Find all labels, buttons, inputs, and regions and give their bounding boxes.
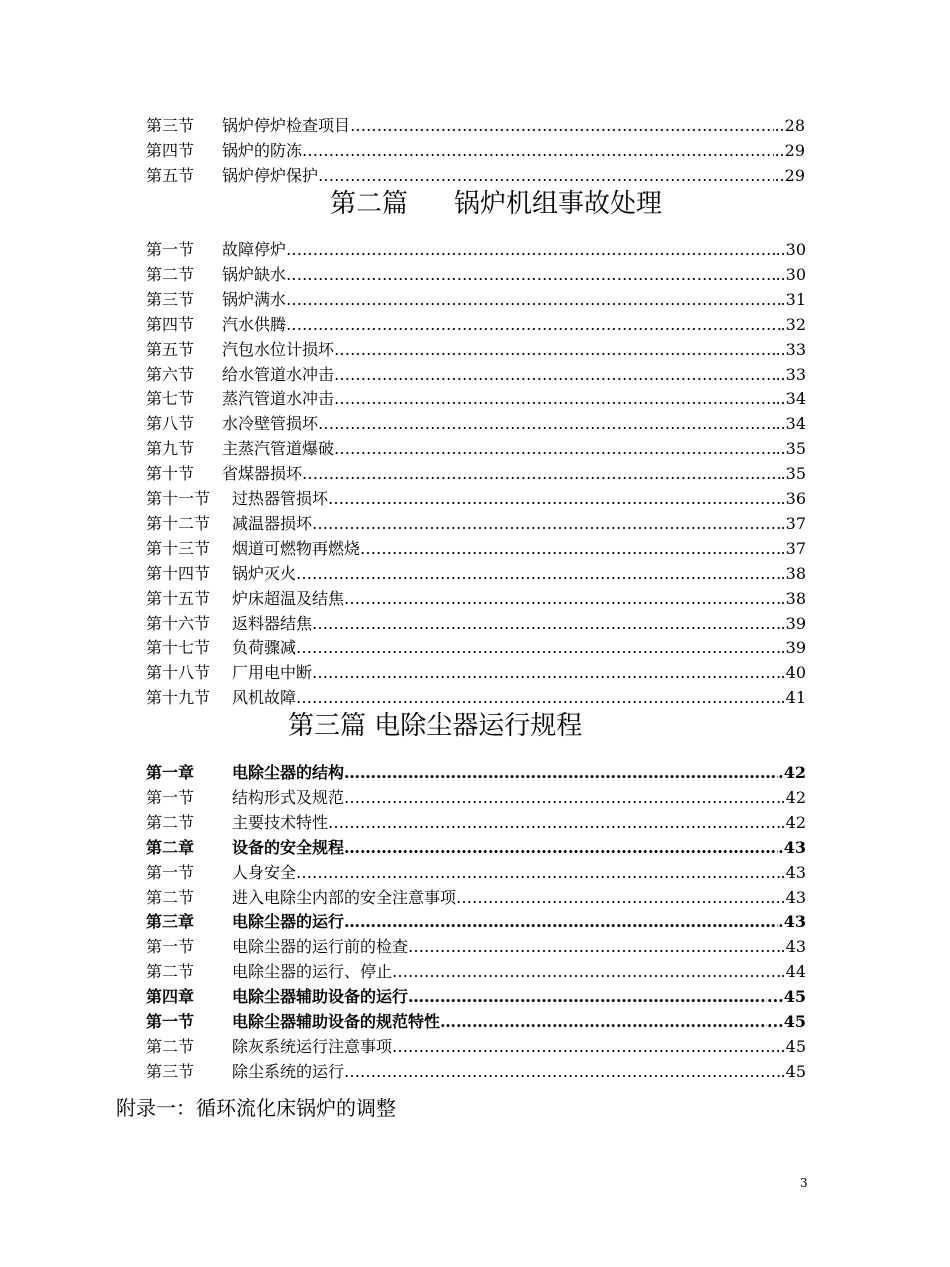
toc-entry-label: 第三节: [146, 1061, 195, 1081]
toc-entry-leader: [302, 141, 774, 161]
toc-entry-leader: [296, 638, 781, 658]
toc-entry-page: .32: [780, 314, 806, 334]
toc-entry: [146, 290, 806, 310]
toc-entry-page: .44: [780, 962, 806, 982]
toc-entry-page: .38: [780, 588, 806, 608]
toc-entry-leader: [334, 340, 775, 360]
toc-entry-page: .39: [780, 613, 806, 633]
toc-entry-label: 第一节: [146, 1012, 195, 1031]
toc-entry-leader: [296, 564, 781, 584]
toc-entry-page: ..29: [774, 166, 805, 185]
toc-entry-title: 电除尘器的结构: [232, 763, 345, 782]
toc-entry-label: 第十八节: [146, 663, 211, 683]
toc-entry-label: 第七节: [146, 389, 195, 409]
toc-entry-leader: [296, 688, 781, 708]
part3-heading: 第三篇 电除尘器运行规程: [288, 711, 583, 741]
toc-entry-leader: [328, 489, 781, 509]
toc-entry: [146, 1062, 806, 1082]
toc-entry: [146, 439, 806, 459]
toc-entry-leader: [440, 1012, 767, 1032]
toc-entry-label: 第一节: [146, 240, 195, 259]
toc-entry-label: 第二节: [146, 812, 195, 832]
part2-heading: [330, 188, 662, 220]
toc-entry-label: 第十二节: [146, 513, 211, 533]
toc-entry-title: 主蒸汽管道爆破: [222, 439, 335, 459]
toc-entry-leader: [334, 389, 775, 409]
toc-entry-label: 第三章: [146, 912, 195, 932]
toc-entry-title: 返料器结焦: [232, 613, 313, 633]
toc-entry-page: .43: [780, 862, 806, 882]
toc-entry-title: 人身安全: [232, 862, 297, 882]
toc-entry: [146, 663, 806, 683]
toc-entry-page: ..34: [775, 414, 806, 434]
toc-entry: [146, 489, 806, 509]
toc-entry-title: 过热器管损坏: [232, 489, 329, 508]
toc-entry-page: ..33: [775, 364, 806, 384]
toc-entry: [146, 589, 806, 609]
toc-entry: [146, 514, 806, 534]
toc-entry-label: 第二章: [146, 837, 195, 857]
toc-entry-page: .39: [780, 638, 806, 658]
toc-entry-leader: [318, 414, 775, 434]
toc-entry-label: 第五节: [146, 166, 195, 185]
toc-entry-page: ..30: [775, 240, 806, 259]
toc-entry-leader: [344, 763, 778, 783]
toc-entry-title: 电除尘器辅助设备的规范特性: [232, 1012, 441, 1031]
toc-entry: [146, 240, 806, 260]
toc-entry-leader: [344, 1062, 781, 1082]
toc-entry-page: .41: [780, 688, 806, 708]
toc-entry-page: .43: [780, 937, 806, 957]
toc-entry-title: 锅炉的防冻: [222, 141, 303, 160]
toc-entry-label: 第八节: [146, 414, 195, 434]
toc-entry-title: 电除尘器辅助设备的运行: [232, 987, 409, 1007]
toc-entry-page: ..29: [774, 141, 805, 160]
toc-entry-label: 第十三节: [146, 538, 211, 558]
toc-entry: [146, 166, 805, 186]
toc-entry-leader: [328, 813, 781, 833]
toc-entry-label: 第四章: [146, 987, 195, 1007]
toc-entry-title: 省煤器损坏: [222, 464, 303, 484]
toc-entry-page: .42: [780, 787, 806, 807]
toc-entry: [146, 340, 806, 360]
toc-entry: [146, 937, 806, 957]
toc-entry-leader: [408, 987, 767, 1007]
toc-entry-label: 第六节: [146, 364, 195, 384]
toc-entry-leader: [334, 365, 775, 385]
toc-entry-page: .43: [778, 912, 806, 932]
toc-entry-title: 减温器损坏: [232, 513, 313, 533]
toc-entry: [146, 1037, 806, 1057]
toc-entry: [146, 265, 806, 285]
toc-entry: [146, 912, 806, 932]
toc-entry-page: ..34: [775, 389, 806, 409]
toc-entry-leader: [286, 265, 775, 285]
toc-entry: [146, 365, 806, 385]
toc-entry: [146, 564, 806, 584]
toc-entry-page: ...45: [770, 1036, 806, 1056]
toc-entry: [146, 763, 806, 783]
toc-entry-leader: [392, 962, 781, 982]
toc-entry: [146, 614, 806, 634]
toc-entry: [146, 987, 806, 1007]
toc-entry-leader: [296, 863, 781, 883]
toc-entry: [146, 464, 806, 484]
toc-entry-label: 第二节: [146, 962, 195, 982]
toc-entry-page: .31: [780, 289, 806, 309]
toc-entry-title: 除灰系统运行注意事项: [232, 1036, 393, 1056]
toc-entry: [146, 688, 806, 708]
toc-entry-title: 汽水供腾: [222, 314, 287, 334]
toc-entry-page: ..28: [774, 116, 805, 135]
toc-entry-page: ...43: [770, 887, 806, 907]
toc-entry-leader: [360, 539, 781, 559]
toc-entry-page: .40: [780, 663, 806, 683]
toc-entry: [146, 414, 806, 434]
toc-entry-page: .42: [780, 812, 806, 832]
toc-entry-page: ..33: [775, 339, 806, 359]
toc-entry-title: 进入电除尘内部的安全注意事项: [232, 887, 457, 907]
toc-entry-title: 给水管道水冲击: [222, 364, 335, 384]
appendix-title: 附录一：循环流化床锅炉的调整: [116, 1096, 396, 1120]
toc-entry: [146, 1012, 806, 1032]
toc-entry: [146, 813, 806, 833]
toc-entry-title: 锅炉停炉保护: [222, 166, 319, 185]
toc-entry-title: 蒸汽管道水冲击: [222, 389, 335, 409]
part2-heading-title: 锅炉机组事故处理: [454, 189, 663, 219]
toc-entry-leader: [334, 439, 775, 459]
toc-entry-page: ..30: [775, 264, 806, 284]
toc-entry-label: 第九节: [146, 439, 195, 459]
toc-entry-title: 锅炉满水: [222, 289, 287, 309]
toc-entry-title: 烟道可燃物再燃烧: [232, 538, 361, 558]
toc-entry-label: 第一节: [146, 862, 195, 882]
toc-entry: [146, 539, 806, 559]
toc-entry-label: 第十九节: [146, 688, 211, 708]
toc-entry: [146, 962, 806, 982]
toc-entry-title: 汽包水位计损坏: [222, 339, 335, 359]
toc-entry: [146, 315, 806, 335]
toc-entry-leader: [286, 315, 781, 335]
toc-entry-title: 电除尘器的运行前的检查: [232, 937, 409, 957]
toc-entry-label: 第一章: [146, 763, 195, 782]
toc-entry-title: 电除尘器的运行、停止: [232, 962, 393, 982]
toc-entry-page: .38: [780, 563, 806, 583]
toc-entry: [146, 116, 805, 136]
toc-entry-page: .36: [780, 489, 806, 508]
toc-entry-leader: [312, 614, 781, 634]
toc-entry-label: 第三节: [146, 116, 195, 135]
toc-entry-title: 结构形式及规范: [232, 787, 345, 807]
toc-entry-title: 锅炉缺水: [222, 264, 287, 284]
toc-entry-title: 厂用电中断: [232, 663, 313, 683]
page-number: 3: [800, 1176, 808, 1190]
toc-entry-page: .37: [780, 538, 806, 558]
toc-entry-leader: [302, 464, 781, 484]
toc-entry-title: 故障停炉: [222, 240, 287, 259]
toc-entry: [146, 638, 806, 658]
part2-heading-number: 第二篇: [330, 189, 409, 219]
toc-entry-title: 设备的安全规程: [232, 837, 345, 857]
toc-entry-leader: [344, 912, 778, 932]
toc-entry-leader: [318, 166, 774, 186]
toc-entry-title: 锅炉停炉检查项目: [222, 116, 351, 135]
toc-entry-page: ...45: [767, 987, 806, 1007]
toc-entry-title: 主要技术特性: [232, 812, 329, 832]
toc-entry: [146, 863, 806, 883]
toc-entry-leader: [312, 514, 781, 534]
toc-entry-page: ...45: [767, 1012, 806, 1031]
toc-entry-title: 风机故障: [232, 688, 297, 708]
toc-entry-label: 第十四节: [146, 563, 211, 583]
toc-entry-leader: [350, 116, 774, 136]
toc-entry: [146, 141, 805, 161]
toc-entry-label: 第十五节: [146, 588, 211, 608]
toc-entry-label: 第十一节: [146, 489, 211, 508]
toc-entry-page: .43: [778, 837, 806, 857]
toc-entry-label: 第三节: [146, 289, 195, 309]
toc-entry-leader: [344, 589, 781, 609]
toc-entry-label: 第二节: [146, 264, 195, 284]
toc-entry-label: 第十六节: [146, 613, 211, 633]
toc-entry-label: 第五节: [146, 339, 195, 359]
toc-entry-title: 水冷壁管损坏: [222, 414, 319, 434]
toc-entry-page: .37: [780, 513, 806, 533]
toc-entry-label: 第四节: [146, 314, 195, 334]
toc-entry-title: 炉床超温及结焦: [232, 588, 345, 608]
toc-entry: [146, 389, 806, 409]
toc-entry-label: 第十节: [146, 464, 195, 484]
toc-entry-leader: [286, 240, 775, 260]
toc-entry-label: 第二节: [146, 887, 195, 907]
toc-entry-title: 除尘系统的运行: [232, 1061, 345, 1081]
toc-entry-label: 第一节: [146, 937, 195, 957]
toc-entry-leader: [286, 290, 781, 310]
toc-entry-label: 第十七节: [146, 638, 211, 658]
toc-entry-page: .42: [778, 763, 806, 782]
toc-entry-leader: [456, 888, 770, 908]
toc-entry-page: .45: [780, 1061, 806, 1081]
toc-entry-label: 第一节: [146, 787, 195, 807]
toc-entry: [146, 788, 806, 808]
toc-entry-leader: [392, 1037, 770, 1057]
toc-entry-title: 锅炉灭火: [232, 563, 297, 583]
toc-entry-title: 负荷骤减: [232, 638, 297, 658]
toc-entry-page: ..35: [775, 439, 806, 459]
toc-entry-leader: [344, 838, 778, 858]
toc-entry-label: 第四节: [146, 141, 195, 160]
toc-entry: [146, 838, 806, 858]
toc-entry-leader: [312, 663, 781, 683]
toc-entry: [146, 888, 806, 908]
toc-entry-leader: [344, 788, 781, 808]
toc-entry-leader: [408, 937, 781, 957]
toc-entry-page: .35: [780, 464, 806, 484]
toc-entry-title: 电除尘器的运行: [232, 912, 345, 932]
toc-entry-label: 第二节: [146, 1036, 195, 1056]
